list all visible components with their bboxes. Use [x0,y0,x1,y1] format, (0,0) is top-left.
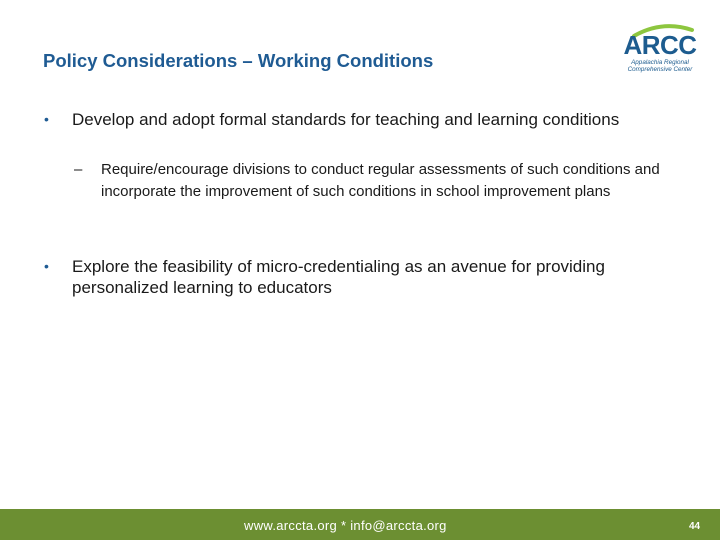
bullet-marker: • [44,258,49,274]
sub-bullet-marker: – [74,161,83,178]
bullet-text: Develop and adopt formal standards for teaching and learning conditions [72,110,620,129]
page-number: 44 [689,521,701,532]
bullet-text: Explore the feasibility of micro-credentialing as an avenue for providing personalized learning to educators [72,257,605,297]
logo-subtitle-line2: Comprehensive Center [627,66,693,74]
footer-contact: www.arccta.org * info@arccta.org [244,518,447,533]
logo-subtitle [614,59,706,74]
logo-subtitle-line1: Appalachia Regional [631,59,689,66]
footer-bar [0,509,720,540]
logo-name: ARCC [623,30,697,60]
slide-title: Policy Considerations – Working Conditions [43,50,434,71]
sub-bullet-text: Require/encourage divisions to conduct regular assessments of such conditions and incorporate the improvement of such conditions in school improvement plans [101,161,660,200]
bullet-marker: • [44,111,49,127]
arcc-logo [612,22,708,78]
